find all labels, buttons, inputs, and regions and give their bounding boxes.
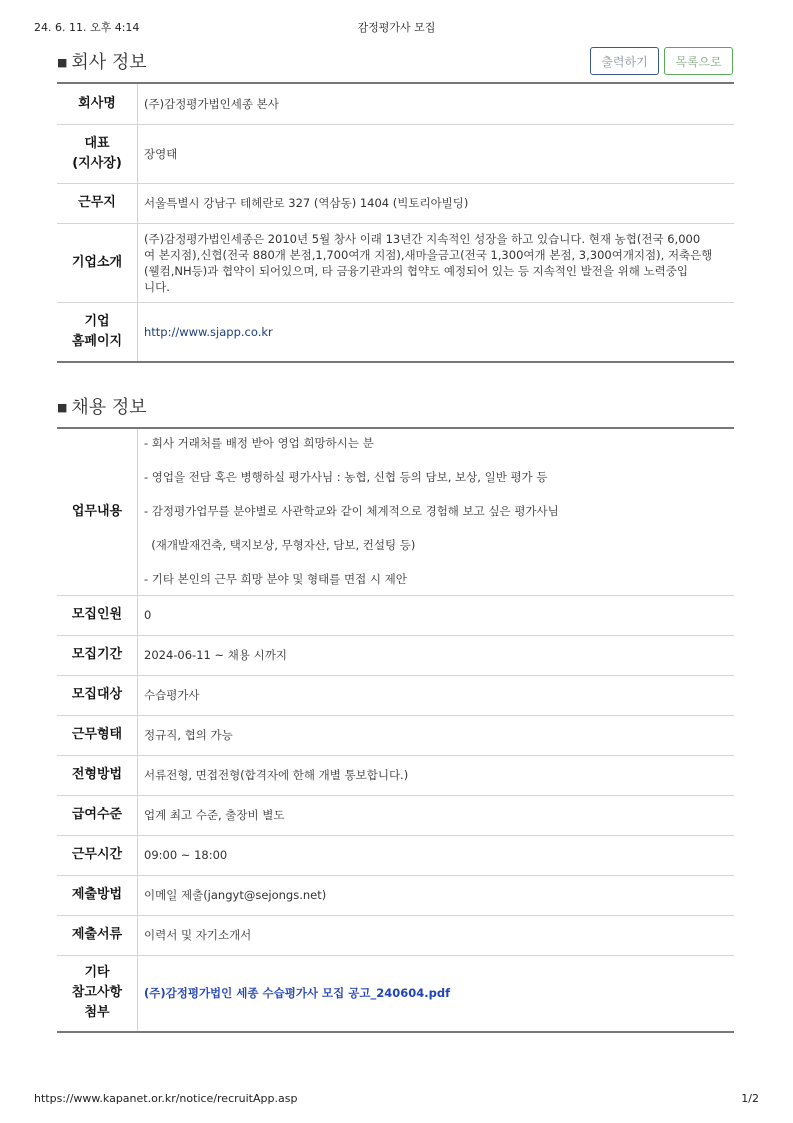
row-label-company-name: 회사명 — [57, 83, 138, 124]
table-row — [57, 83, 734, 124]
company-info-table — [57, 82, 734, 363]
row-label-headcount: 모집인원 — [57, 595, 138, 635]
table-row — [57, 715, 734, 755]
table-row — [57, 915, 734, 955]
attachment-cell — [138, 955, 735, 1032]
duty-line: - 영업을 전담 혹은 병행하실 평가사님 : 농협, 신협 등의 담보, 보상, 일반 평가 등 — [144, 470, 548, 484]
table-row — [57, 675, 734, 715]
duty-line: - 감정평가업무를 분야별로 사관학교와 같이 체계적으로 경험해 보고 싶은 평가사님 — [144, 504, 559, 518]
table-row — [57, 183, 734, 223]
table-row — [57, 635, 734, 675]
headcount: 0 — [138, 595, 735, 635]
company-intro: (주)감정평가법인세종은 2010년 5월 창사 이래 13년간 지속적인 성장을 하고 있습니다. 현재 농협(전국 6,000 여 본지점),신협(전국 880개 본점,1,700여개 지점),새마을금고(전국 1,300여개 본점, 3,300여개지점), 저축은행 (웰컴,NH등)과 협약이 되어있으며, 타 금융기관과의 협약도 예정되어 있는 등 지속적인 발전을 위해 노력중입 니다. — [138, 223, 735, 302]
attachment-pdf-link[interactable]: (주)감정평가법인 세종 수습평가사 모집 공고_240604.pdf — [144, 986, 451, 1001]
table-row — [57, 428, 734, 595]
company-name: (주)감정평가법인세종 본사 — [138, 83, 735, 124]
table-row — [57, 302, 734, 362]
table-row — [57, 223, 734, 302]
recruit-info-table — [57, 427, 734, 1033]
row-label-period: 모집기간 — [57, 635, 138, 675]
required-documents: 이력서 및 자기소개서 — [138, 915, 735, 955]
table-row — [57, 875, 734, 915]
submit-method: 이메일 제출(jangyt@sejongs.net) — [138, 875, 735, 915]
print-header — [34, 19, 759, 35]
table-row — [57, 835, 734, 875]
square-bullet-icon: ■ — [57, 56, 68, 69]
workplace-address: 서울특별시 강남구 테헤란로 327 (역삼동) 1404 (빅토리아빌딩) — [138, 183, 735, 223]
row-label-attachment: 기타 참고사항 첨부 — [57, 955, 138, 1032]
row-label-company-intro: 기업소개 — [57, 223, 138, 302]
table-row — [57, 755, 734, 795]
row-label-submit-method: 제출방법 — [57, 875, 138, 915]
duty-line: - 회사 거래처를 배정 받아 영업 희망하시는 분 — [144, 436, 374, 450]
print-button[interactable]: 출력하기 — [590, 47, 659, 75]
recruit-period: 2024-06-11 ~ 채용 시까지 — [138, 635, 735, 675]
work-hours: 09:00 ~ 18:00 — [138, 835, 735, 875]
table-row — [57, 795, 734, 835]
row-label-target: 모집대상 — [57, 675, 138, 715]
duty-line: - 기타 본인의 근무 희망 분야 및 형태를 면접 시 제안 — [144, 572, 407, 586]
recruit-section-title: ■ 채용 정보 — [57, 397, 147, 418]
row-label-selection: 전형방법 — [57, 755, 138, 795]
row-label-workplace: 근무지 — [57, 183, 138, 223]
company-section-title: ■ 회사 정보 — [57, 52, 147, 73]
ceo-name: 장영태 — [138, 124, 735, 183]
table-row — [57, 955, 734, 1032]
table-row — [57, 124, 734, 183]
page-number: 1/2 — [741, 1092, 759, 1105]
back-to-list-button[interactable]: 목록으로 — [664, 47, 733, 75]
homepage-cell — [138, 302, 735, 362]
salary-level: 업계 최고 수준, 출장비 별도 — [138, 795, 735, 835]
row-label-duties: 업무내용 — [57, 428, 138, 595]
row-label-salary: 급여수준 — [57, 795, 138, 835]
row-label-documents: 제출서류 — [57, 915, 138, 955]
print-date: 24. 6. 11. 오후 4:14 — [34, 21, 140, 34]
duty-line: (재개발재건축, 택지보상, 무형자산, 담보, 컨설팅 등) — [144, 538, 416, 552]
employment-type: 정규직, 협의 가능 — [138, 715, 735, 755]
row-label-ceo: 대표 (지사장) — [57, 124, 138, 183]
row-label-hours: 근무시간 — [57, 835, 138, 875]
square-bullet-icon: ■ — [57, 401, 68, 414]
row-label-homepage: 기업 홈페이지 — [57, 302, 138, 362]
recruit-target: 수습평가사 — [138, 675, 735, 715]
selection-method: 서류전형, 면접전형(합격자에 한해 개별 통보합니다.) — [138, 755, 735, 795]
page-url: https://www.kapanet.or.kr/notice/recruitApp.asp — [34, 1092, 298, 1105]
row-label-employment-type: 근무형태 — [57, 715, 138, 755]
duties-content — [138, 428, 735, 595]
print-page-title: 감정평가사 모집 — [357, 21, 436, 34]
homepage-link[interactable]: http://www.sjapp.co.kr — [144, 324, 273, 339]
action-buttons — [590, 47, 733, 75]
table-row — [57, 595, 734, 635]
